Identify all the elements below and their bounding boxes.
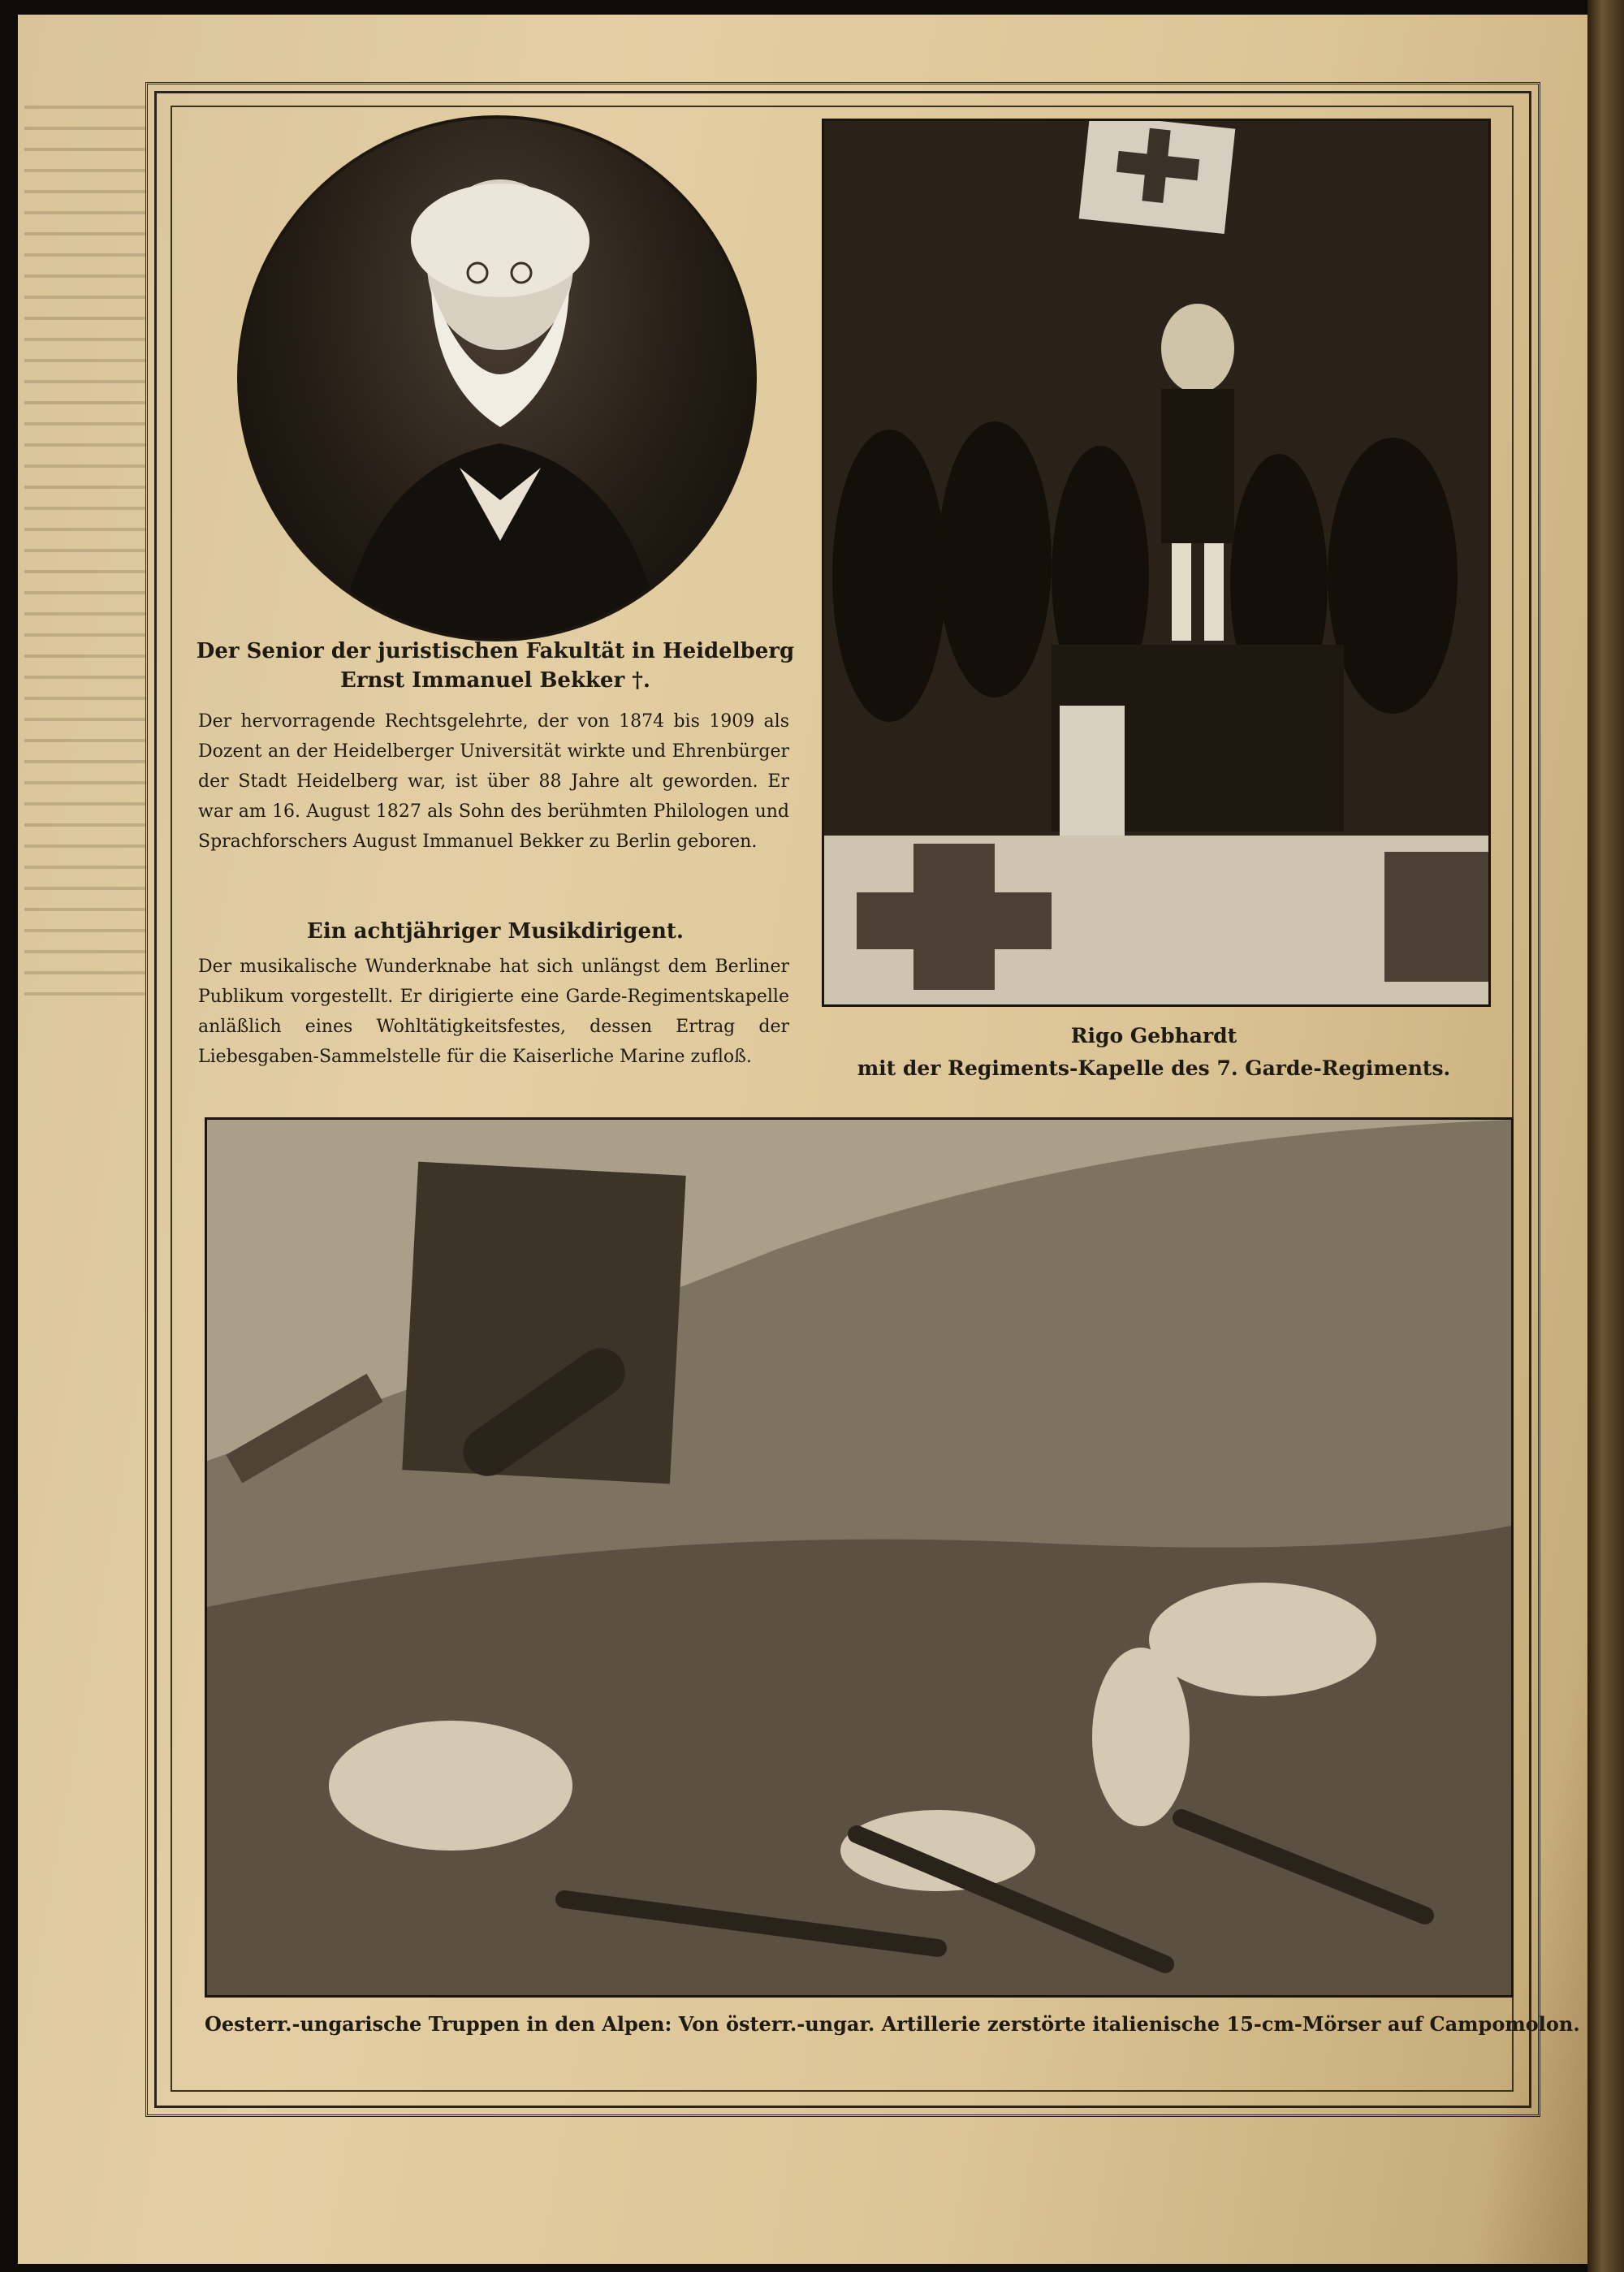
bleed-through-text xyxy=(24,106,146,999)
ruins-caption-lead: Oesterr.-ungarische Truppen in den Alpen: xyxy=(205,2012,672,2036)
portrait-photo xyxy=(237,115,757,641)
music-article-body: Der musikalische Wunderknabe hat sich unlängst dem Berliner Publikum vorgestellt. Er dirigierte eine Garde-Regimentskapelle anläßlich eines Wohltätigkeitsfestes, dessen Ertrag der Liebesgaben-Sammelstelle für die Kaiserliche Marine zufloß. xyxy=(198,957,789,1067)
portrait-article-body: Der hervorragende Rechtsgelehrte, der von 1874 bis 1909 als Dozent an der Heidelberger Universität wirkte und Ehrenbürger der Stadt Heidelberg war, ist über 88 Jahre alt geworden. Er war am 16. August 1827 als Sohn des berühmten Philologen und Sprachforschers August Immanuel Bekker zu Berlin geboren. xyxy=(198,711,789,852)
concert-illustration xyxy=(824,121,1488,1004)
portrait-caption-line2: Ernst Immanuel Bekker †. xyxy=(340,668,650,693)
book-spine xyxy=(1587,0,1624,2272)
concert-caption-line1: Rigo Gebhardt xyxy=(1070,1024,1237,1047)
ruins-caption-rest: Von österr.-ungar. Artillerie zerstörte italienische 15-cm-Mörser auf Campomolon. xyxy=(678,2012,1580,2036)
music-article-heading: Ein achtjähriger Musikdirigent. xyxy=(307,919,684,944)
concert-caption-line2: mit der Regiments-Kapelle des 7. Garde-Regiments. xyxy=(857,1056,1451,1080)
ruins-illustration xyxy=(207,1120,1511,1995)
concert-photo xyxy=(822,119,1491,1007)
portrait-illustration xyxy=(240,119,754,638)
portrait-caption-line1: Der Senior der juristischen Fakultät in Heidelberg xyxy=(196,639,795,663)
ruins-photo xyxy=(205,1117,1514,1998)
portrait-caption xyxy=(195,637,796,695)
concert-caption xyxy=(822,1020,1486,1085)
ruins-caption xyxy=(205,2012,1580,2036)
